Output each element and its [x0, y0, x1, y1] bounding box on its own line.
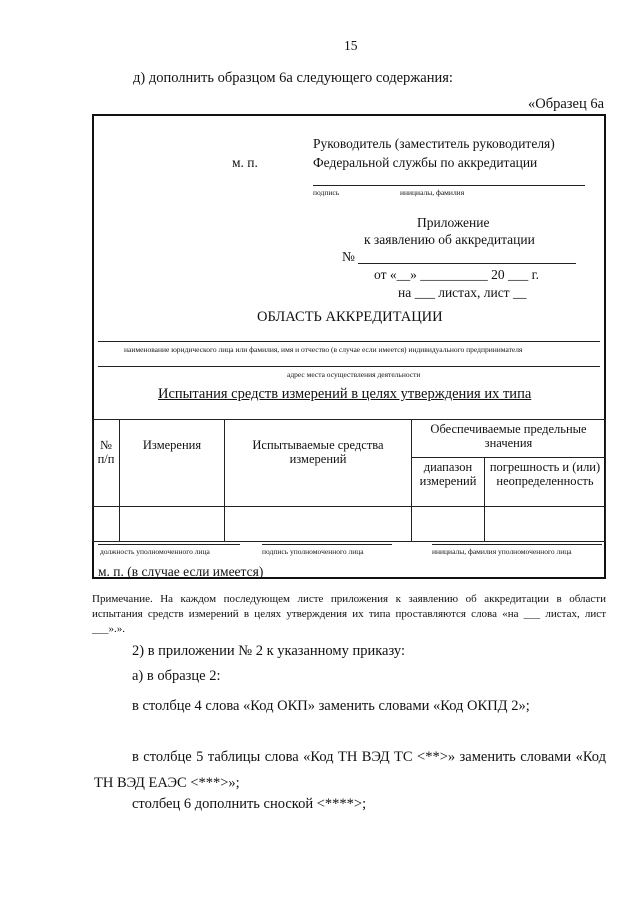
col-error-header: погрешность и (или) неопределенность [485, 457, 606, 506]
address-caption: адрес места осуществления деятельности [287, 370, 421, 379]
testing-title: Испытания средств измерений в целях утверждения их типа [158, 386, 532, 402]
para-col6: столбец 6 дополнить сноской <****>; [132, 796, 367, 812]
initials-caption: инициалы, фамилия [400, 188, 465, 197]
stamp-place: м. п. [232, 155, 258, 170]
position-caption: должность уполномоченного лица [100, 547, 210, 556]
position-line [98, 544, 240, 545]
sign-caption: подпись уполномоченного лица [262, 547, 364, 556]
table-cell [120, 507, 225, 542]
number-sign: № [342, 249, 355, 264]
col-provided-header: Обеспечиваемые предельные значения [412, 420, 606, 458]
head-line-2: Федеральной службы по аккредитации [313, 155, 538, 170]
col-range-header: диапазон измерений [412, 457, 485, 506]
name-caption: наименование юридического лица или фамилия, имя и отчество (в случае если имеется) индивидуального предпринимателя [124, 345, 523, 354]
sign-line [262, 544, 392, 545]
date-line: от «__» __________ 20 ___ г. [374, 267, 539, 282]
accreditation-table [92, 419, 606, 542]
para-col4: в столбце 4 слова «Код ОКП» заменить словами «Код ОКПД 2»; [132, 698, 530, 714]
area-title: ОБЛАСТЬ АККРЕДИТАЦИИ [257, 309, 443, 325]
signature-caption: подпись [313, 188, 340, 197]
address-line [98, 366, 600, 367]
signature-line [313, 185, 585, 186]
para-col5: в столбце 5 таблицы слова «Код ТН ВЭД ТС <**>» заменить словами «Код ТН ВЭД ЕАЭС <***>»; [94, 749, 606, 791]
sample-label: «Образец 6а [528, 96, 605, 112]
para-2: 2) в приложении № 2 к указанному приказу: [132, 643, 406, 659]
table-cell [412, 507, 485, 542]
stamp-note: м. п. (в случае если имеется) [98, 564, 264, 579]
col-no-header: № п/п [93, 420, 120, 507]
initials-caption-bottom: инициалы, фамилия уполномоченного лица [432, 547, 572, 556]
appendix-subtitle: к заявлению об аккредитации [364, 232, 535, 247]
para-a: а) в образце 2: [132, 668, 221, 684]
initials-line [432, 544, 602, 545]
intro-text: д) дополнить образцом 6а следующего содержания: [133, 70, 453, 86]
appendix-title: Приложение [417, 215, 490, 230]
note-text: Примечание. На каждом последующем листе приложения к заявлению об аккредитации в области испытания средств измерений в целях утверждения их типа проставляются слова «на ___ листах, лист ___».». [92, 593, 606, 635]
head-line-1: Руководитель (заместитель руководителя) [313, 136, 555, 151]
col-measurements-header: Измерения [120, 420, 225, 507]
table-cell [485, 507, 606, 542]
number-line [358, 263, 576, 264]
table-cell [225, 507, 412, 542]
sheets-line: на ___ листах, лист __ [398, 285, 527, 300]
name-line [98, 341, 600, 342]
page-number: 15 [344, 38, 358, 53]
table-cell [93, 507, 120, 542]
col-instruments-header: Испытываемые средства измерений [225, 420, 412, 507]
